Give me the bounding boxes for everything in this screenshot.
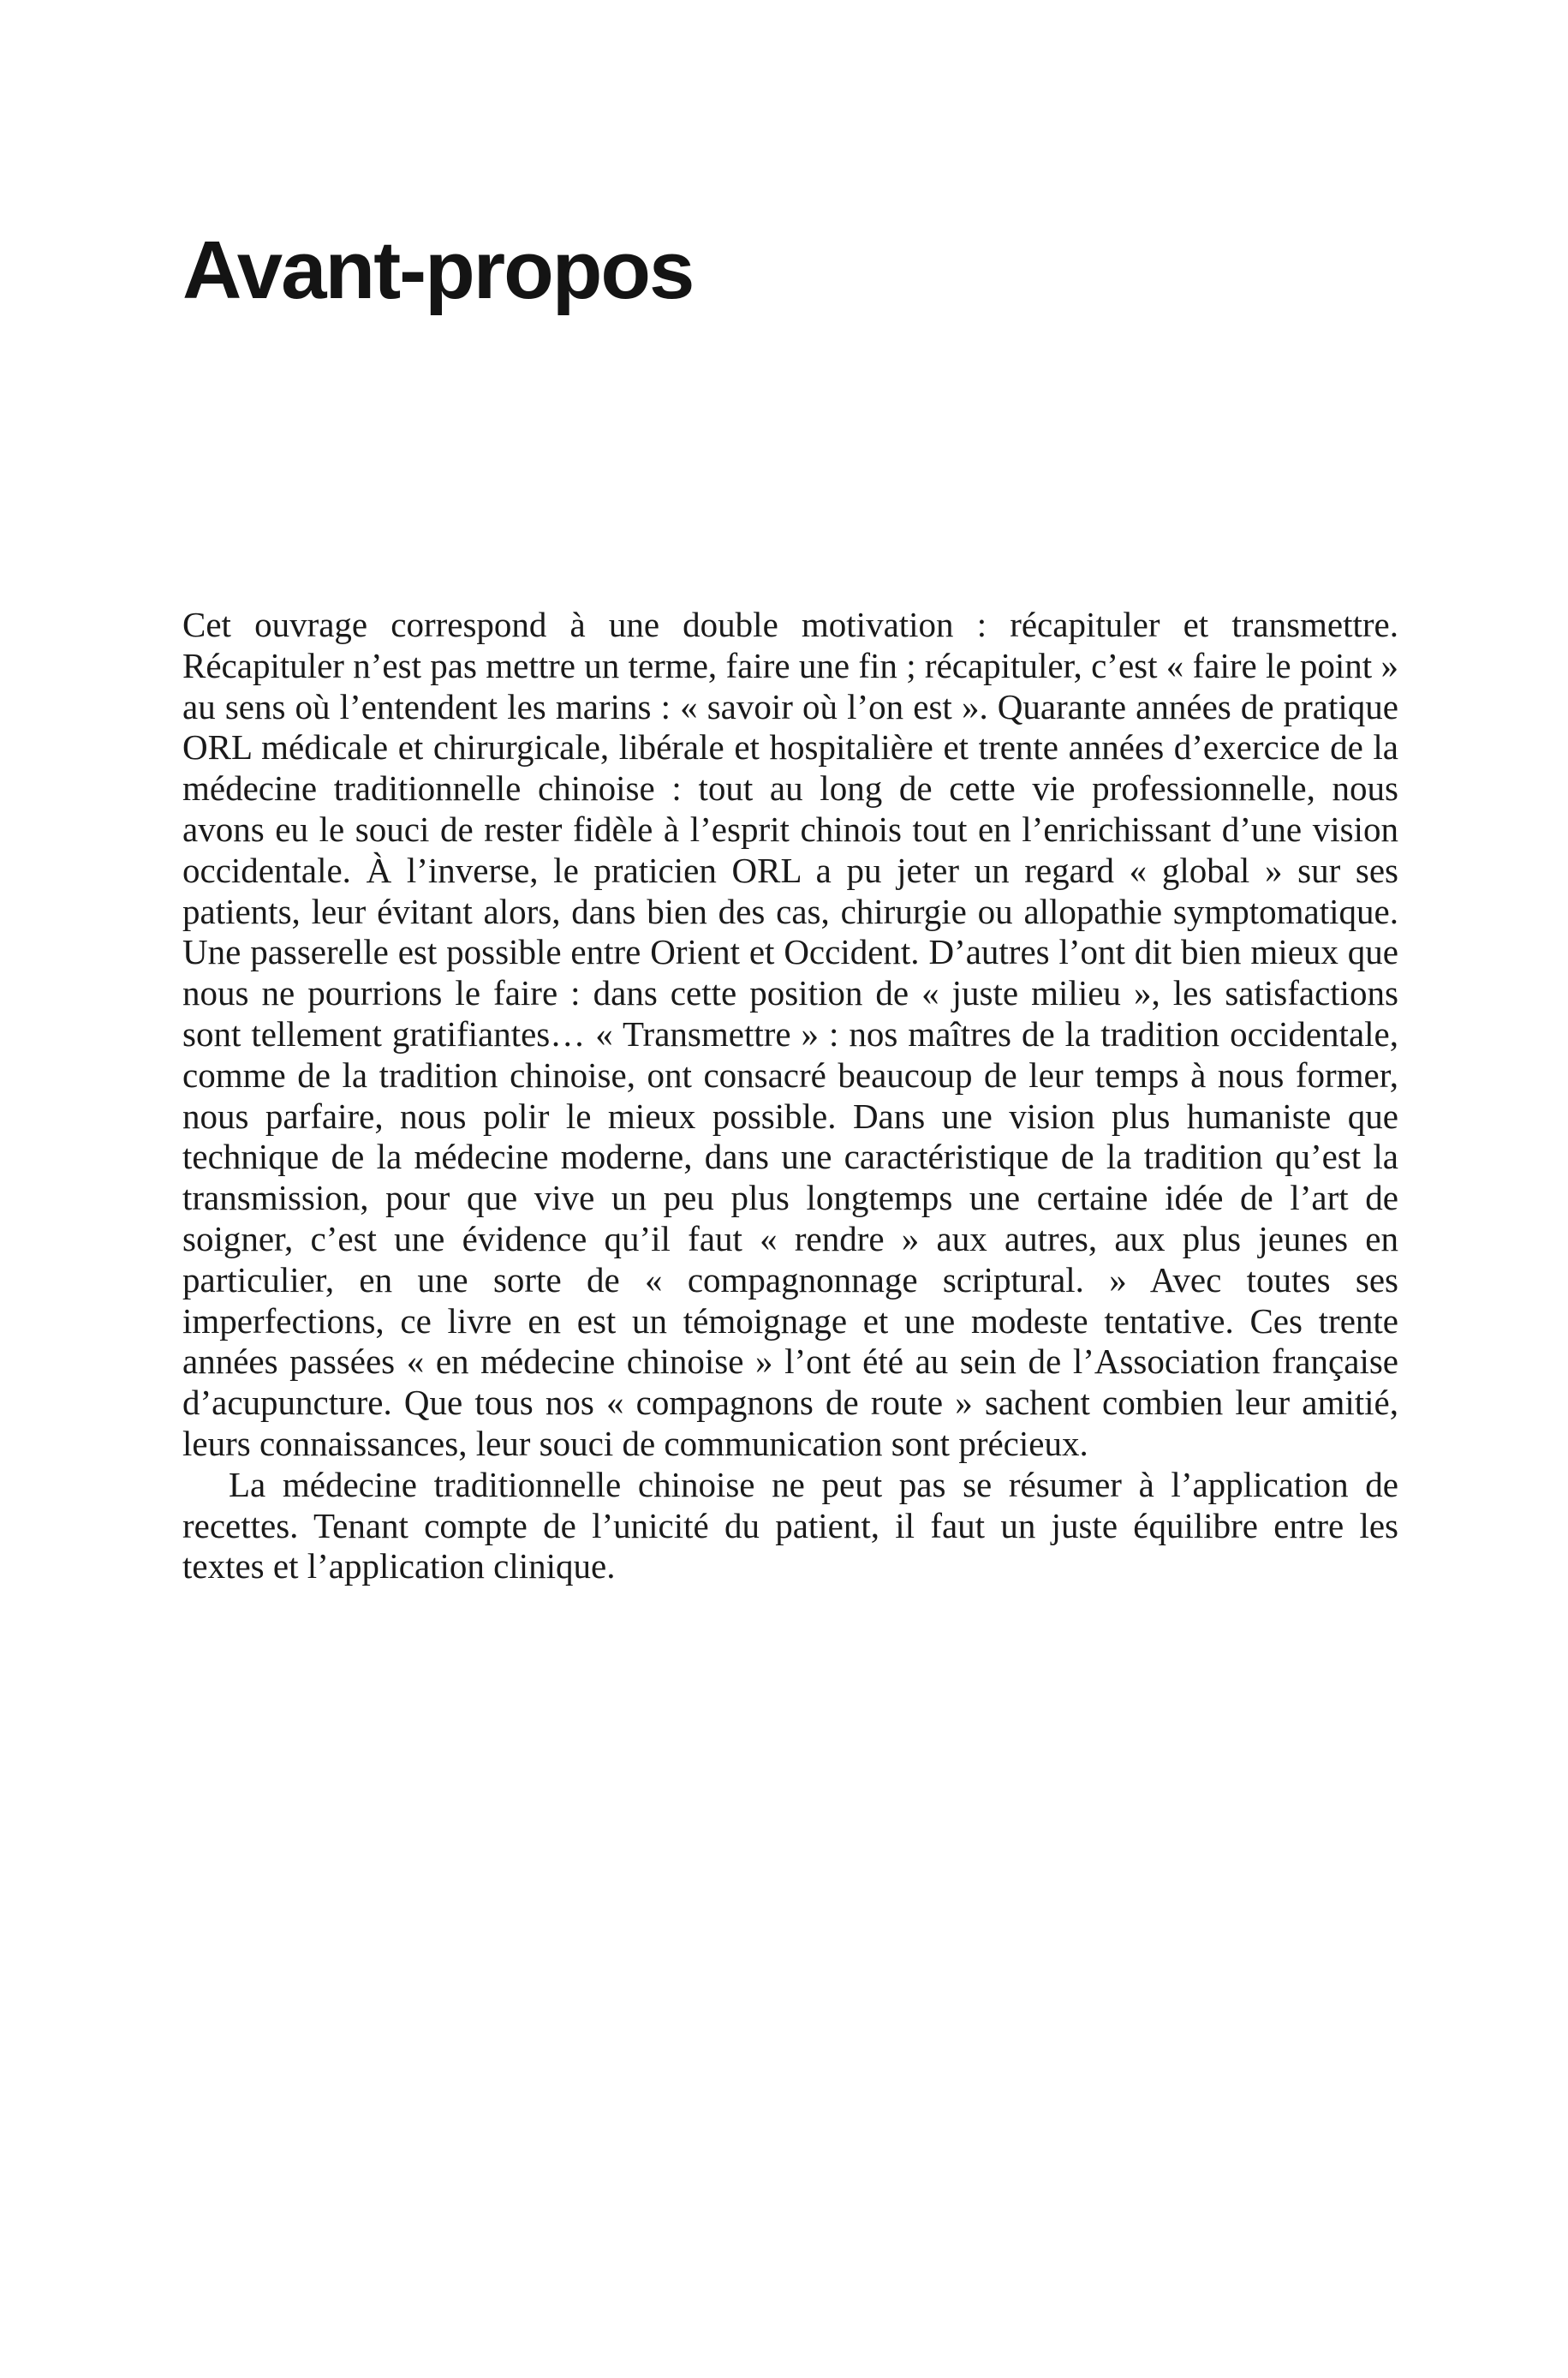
paragraph-2: La médecine traditionnelle chinoise ne peut pas se résumer à l’application de recettes. Tenant compte de l’unicité du patient, il faut un juste équilibre entre les textes et l’application clinique. bbox=[182, 1464, 1398, 1586]
paragraph-1: Cet ouvrage correspond à une double motivation : récapituler et transmettre. Récapituler n’est pas mettre un terme, faire une fin ; récapituler, c’est « faire le point » au sens où l’entendent les marins : « savoir où l’on est ». Quarante années de pratique ORL médicale et chirurgicale, libérale et hospitalière et trente années d’exercice de la médecine traditionnelle chinoise : tout au long de cette vie professionnelle, nous avons eu le souci de rester fidèle à l’esprit chinois tout en l’enrichissant d’une vision occidentale. À l’inverse, le praticien ORL a pu jeter un regard « global » sur ses patients, leur évitant alors, dans bien des cas, chirurgie ou allopathie symptomatique. Une passerelle est possible entre Orient et Occident. D’autres l’ont dit bien mieux que nous ne pourrions le faire : dans cette position de « juste milieu », les satisfactions sont tellement gratifiantes… « Transmettre » : nos maîtres de la tradition occidentale, comme de la tradition chinoise, ont consacré beaucoup de leur temps à nous former, nous parfaire, nous polir le mieux possible. Dans une vision plus humaniste que technique de la médecine moderne, dans une caractéristique de la tradition qu’est la transmission, pour que vive un peu plus longtemps une certaine idée de l’art de soigner, c’est une évidence qu’il faut « rendre » aux autres, aux plus jeunes en particulier, en une sorte de « compagnonnage scriptural. » Avec toutes ses imperfections, ce livre en est un témoignage et une modeste tentative. Ces trente années passées « en médecine chinoise » l’ont été au sein de l’Association française d’acupuncture. Que tous nos « compagnons de route » sachent combien leur amitié, leurs connaissances, leur souci de communication sont précieux. bbox=[182, 605, 1398, 1463]
body-text bbox=[182, 605, 1398, 1587]
chapter-title: Avant-propos bbox=[182, 224, 694, 316]
